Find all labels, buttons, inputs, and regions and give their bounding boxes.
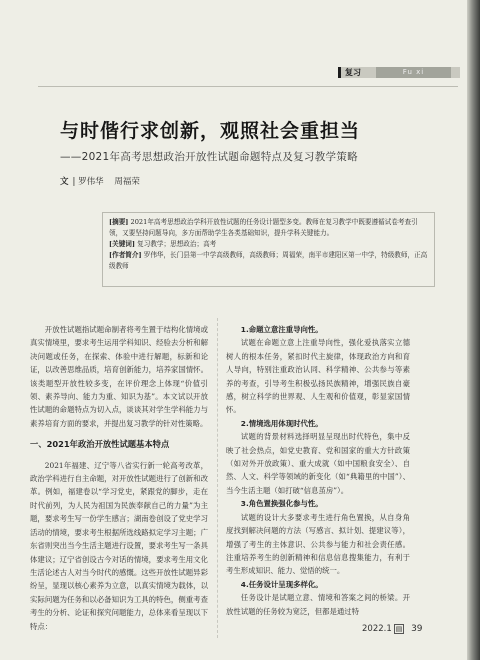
- authors-line: 文 | 罗伟华 周福荣: [60, 177, 140, 187]
- body-paragraph: 任务设计是试题立意、情境和答案之间的桥梁。开放性试题的任务较为宽泛，但都是通过特: [226, 593, 410, 616]
- section-sub-label: Fu xi: [376, 67, 451, 78]
- section-tag-marker: [338, 67, 341, 78]
- author-name: 周福荣: [114, 177, 140, 187]
- section-heading: 一、2021年政治开放性试题基本特点: [30, 439, 170, 450]
- issue-label: 2022.1: [362, 624, 392, 634]
- article-title: 与时偕行求创新，观照社会重担当: [60, 120, 361, 142]
- point-heading: 4.任务设计呈现多样化。: [240, 579, 323, 589]
- section-tag: [338, 67, 460, 78]
- point-heading: 3.角色置换强化参与性。: [240, 499, 323, 509]
- page-edge-shadow: [467, 0, 480, 660]
- article-subtitle: ——2021年高考思想政治开放性试题命题特点及复习教学策略: [60, 151, 358, 163]
- author-name: 罗伟华: [78, 177, 104, 187]
- body-paragraph: 2021年福建、辽宁等八省实行新一轮高考改革，政治学科进行自主命题，对开放性试题进行了创新和改革。例如，福建卷以“学习党史，紧跟党的脚步，走在时代前列，为人民为祖国为民族奉献自己的力量”为主题，要求考生写一份学生感言；湖南卷创设了党史学习活动的情境，要求考生根据所选线路拟定学习主题；广东省则突出当今生活主题进行设置，要求考生写一条具体建议；辽宁省创设古今对话的情境，要求考生用文化生活论述古人对当今时代的感慨。这些开放性试题异彩纷呈，显现以核心素养为立意，以真实情境为载体，以实际问题为任务和以必备知识为工具的特色，侧重考查考生的分析、论证和探究问题能力，总体来看呈现以下特点：: [30, 460, 208, 631]
- header-rule: [38, 86, 458, 87]
- section-label: 复习: [345, 68, 361, 77]
- page-number: 39: [411, 624, 423, 634]
- body-paragraph: 试题的设计大多要求考生进行角色置换，从自身角度找到解决问题的方法（写感言、拟计划、提建议等），增强了考生的主体意识、公共参与能力和社会责任感。注重培养考生的创新精神和信息信息搜集能力，有利于考生形成知识、能力、觉悟的统一。: [226, 512, 410, 576]
- right-column: [226, 323, 410, 618]
- page-footer: [362, 624, 423, 634]
- abstract-author-info: [作者简介] 罗伟华，长门县第一中学高级教师，高级教师；周福荣，南平市建阳区第一中学，特级教师，正高级教师: [109, 251, 428, 270]
- abstract-keywords: [关键词] 复习教学；思想政治；高考: [109, 240, 217, 248]
- body-paragraph: 试题在命题立意上注重导向性，强化爱执落实立德树人的根本任务，紧扣时代主旋律，体现政治方向和育人导向，特别注重政治认同、科学精神、公共参与等素养的考查，引导考生积极弘扬民族精神，增强民族自豪感，树立科学的世界观、人生观和价值观，彰显家国情怀。: [226, 338, 410, 415]
- abstract-box: [102, 212, 435, 287]
- column-divider: [217, 318, 218, 638]
- point-heading: 1.命题立意注重导向性。: [240, 325, 323, 334]
- body-paragraph: 试题的背景材料选择明显呈现出时代特色，集中反映了社会热点，如党史教育、党和国家的重大方针政策（如对外开放政策）、重大成就（如中国粮食安全）、自然、人文、科学等领域的新变化（如“典籍里的中国”）、当今生活主题（如打破“信息茧房”）。: [226, 432, 410, 495]
- magazine-logo-icon: ▤: [395, 625, 403, 633]
- left-column: [30, 323, 208, 633]
- authors-label: 文: [60, 177, 69, 187]
- intro-paragraph: 开放性试题指试题命制者将考生置于结构化情境或真实情境里，要求考生运用学科知识、经验去分析和解决问题或任务，在探索、体验中进行解题，标新和论证，以改善思维品质，培育创新能力，培养家国情怀。该类题型开放性较多变，在评价理念上体现“价值引领、素养导向、能力为重、知识为基”。本文试以开放性试题的命题特点为切入点，谈谈其对学生学科能力与素养培育方面的要求，并提出复习教学的针对性策略。: [30, 325, 208, 428]
- abstract-summary: [摘要] 2021年高考思想政治学科开放性试题的任务设计题型多变。教师在复习教学中既要遵循试卷考查引领，又要坚持问题导向，多方面帮助学生各类基础知识，提升学科关键能力。: [109, 218, 418, 237]
- point-heading: 2.情境选用体现时代性。: [240, 418, 323, 428]
